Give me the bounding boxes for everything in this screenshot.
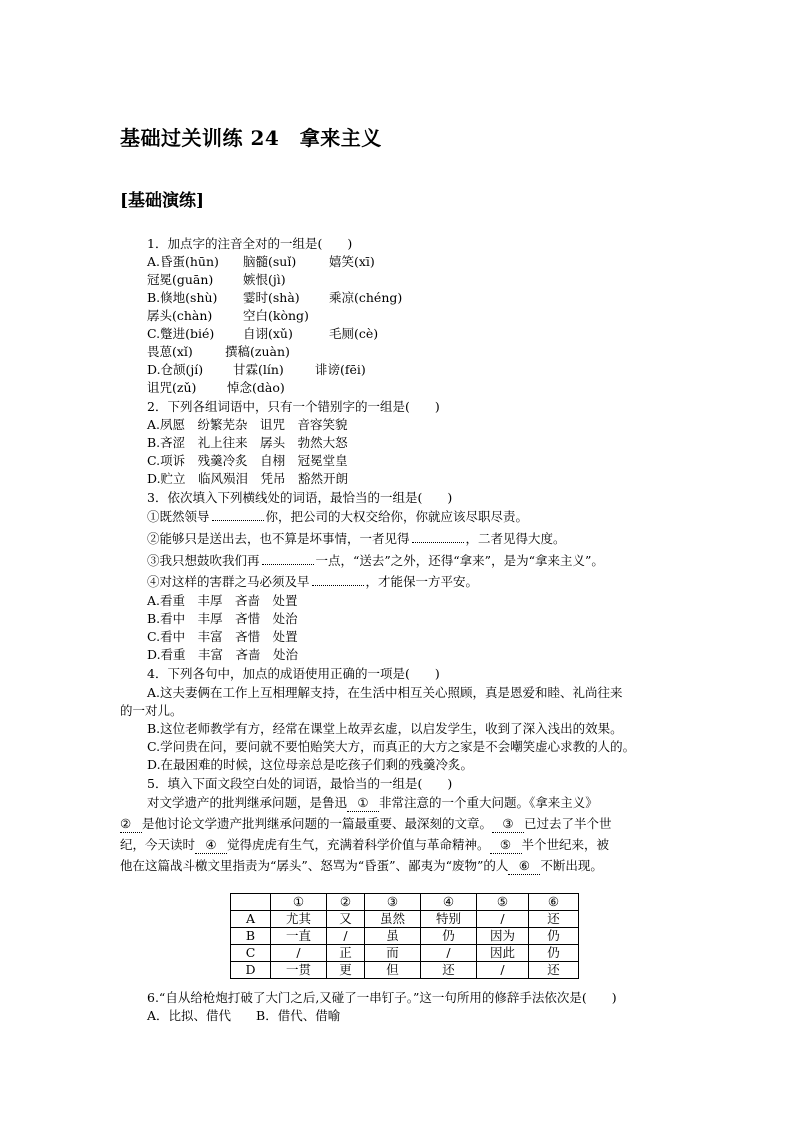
q5-passage-line4 bbox=[120, 858, 603, 875]
q3-s4-before: ④对这样的害群之马必须及早 bbox=[147, 574, 310, 589]
q6-stem: 6.“自从给枪炮打破了大门之后,又碰了一串钉子。”这一句所用的修辞手法依次是( ) bbox=[147, 990, 617, 1005]
fill-blank bbox=[212, 510, 264, 521]
q3-sentence-4 bbox=[147, 574, 478, 590]
q2-stem: 2．下列各组词语中，只有一个错别字的一组是( ) bbox=[147, 399, 440, 414]
q1-option-d-line1 bbox=[147, 362, 366, 378]
table-cell: 仍 bbox=[421, 928, 477, 945]
q5-passage-line1 bbox=[147, 795, 598, 812]
q1-option-d-line2 bbox=[147, 380, 285, 396]
table-cell: 而 bbox=[365, 945, 421, 962]
q3-sentence-1 bbox=[147, 509, 528, 525]
table-cell: / bbox=[271, 945, 327, 962]
q3-s2-after: ，二者见得大度。 bbox=[465, 531, 566, 546]
q5-blank-6: ⑥ bbox=[508, 858, 540, 875]
q4-option-b: B.这位老师教学有方，经常在课堂上故弄玄虚，以启发学生，收到了深入浅出的效果。 bbox=[147, 721, 623, 736]
table-cell: / bbox=[477, 962, 529, 979]
table-cell: ⑥ bbox=[529, 894, 579, 911]
table-cell: 因此 bbox=[477, 945, 529, 962]
q2-option-c: C.项诉 残羹冷炙 自栩 冠冕堂皇 bbox=[147, 453, 348, 468]
q3-s2-before: ②能够只是送出去，也不算是坏事情，一者见得 bbox=[147, 531, 410, 546]
q5-answer-table bbox=[230, 893, 579, 979]
q1-a-word1: A.昏蛋(hūn) bbox=[147, 254, 219, 269]
q1-d-word1: D.仓颉(jí) bbox=[147, 362, 204, 377]
q1-a-word5: 嫉恨(jì) bbox=[243, 272, 286, 287]
q5-text: 已过去了半个世 bbox=[524, 816, 612, 831]
section-heading: [基础演练] bbox=[120, 191, 205, 211]
table-cell: / bbox=[477, 911, 529, 928]
q3-s3-after: 一点，“送去”之外，还得“拿来”，是为“拿来主义”。 bbox=[315, 553, 604, 568]
q2-option-d: D.贮立 临风殒泪 凭吊 豁然开朗 bbox=[147, 471, 349, 486]
q3-s1-before: ①既然领导 bbox=[147, 509, 210, 524]
q1-a-word3: 嬉笑(xī) bbox=[329, 254, 375, 269]
q3-s3-before: ③我只想鼓吹我们再 bbox=[147, 553, 260, 568]
q4-option-c: C.学问贵在问，要问就不要怕贻笑大方，而真正的大方之家是不会嘲笑虚心求教的人的。 bbox=[147, 739, 636, 754]
q1-option-b-line1 bbox=[147, 290, 402, 306]
table-cell: ③ bbox=[365, 894, 421, 911]
q5-blank-2: ② bbox=[120, 816, 142, 833]
table-cell: 因为 bbox=[477, 928, 529, 945]
table-cell bbox=[231, 894, 271, 911]
table-cell: ④ bbox=[421, 894, 477, 911]
table-row bbox=[231, 928, 579, 945]
q1-c-word4: 畏葸(xǐ) bbox=[147, 344, 193, 359]
table-cell: A bbox=[231, 911, 271, 928]
table-row bbox=[231, 962, 579, 979]
q1-c-word5: 撰稿(zuàn) bbox=[225, 344, 290, 359]
q4-option-a-cont: 的一对儿。 bbox=[120, 703, 183, 718]
q1-c-word2: 自诩(xǔ) bbox=[243, 326, 293, 341]
table-cell: 仍 bbox=[529, 928, 579, 945]
table-cell: 还 bbox=[421, 962, 477, 979]
table-row bbox=[231, 911, 579, 928]
table-cell: 尤其 bbox=[271, 911, 327, 928]
q5-passage-line3 bbox=[120, 837, 609, 854]
table-cell: 虽然 bbox=[365, 911, 421, 928]
table-cell: B bbox=[231, 928, 271, 945]
q5-text: 不断出现。 bbox=[540, 858, 603, 873]
q1-b-word1: B.倏地(shù) bbox=[147, 290, 218, 305]
q3-option-d: D.看重 丰富 吝啬 处治 bbox=[147, 647, 299, 662]
q4-option-d: D.在最困难的时候，这位母亲总是吃孩子们剩的残羹冷炙。 bbox=[147, 757, 474, 772]
q5-stem: 5．填入下面文段空白处的词语，最恰当的一组是( ) bbox=[147, 776, 453, 791]
q5-text: 觉得虎虎有生气，充满着科学价值与革命精神。 bbox=[227, 837, 490, 852]
table-cell: 又 bbox=[327, 911, 365, 928]
q5-blank-1: ① bbox=[347, 795, 379, 812]
table-cell: D bbox=[231, 962, 271, 979]
table-cell: 更 bbox=[327, 962, 365, 979]
table-cell: / bbox=[421, 945, 477, 962]
fill-blank bbox=[412, 532, 464, 543]
table-cell: C bbox=[231, 945, 271, 962]
q2-option-a: A.夙愿 纷繁芜杂 诅咒 音容笑貌 bbox=[147, 417, 348, 432]
q2-option-b: B.吝涩 礼上往来 孱头 勃然大怒 bbox=[147, 435, 348, 450]
q1-d-word3: 诽谤(fēi) bbox=[315, 362, 366, 377]
q3-stem: 3．依次填入下列横线处的词语，最恰当的一组是( ) bbox=[147, 490, 453, 505]
page-title: 基础过关训练 24 拿来主义 bbox=[120, 126, 382, 150]
q5-blank-4: ④ bbox=[195, 837, 227, 854]
q3-sentence-3 bbox=[147, 553, 604, 569]
q1-d-word4: 诅咒(zǔ) bbox=[147, 380, 197, 395]
table-row bbox=[231, 945, 579, 962]
q5-text: 他在这篇战斗檄文里指责为“孱头”、怒骂为“昏蛋”、鄙夷为“废物”的人 bbox=[120, 858, 509, 873]
table-cell: 一直 bbox=[271, 928, 327, 945]
fill-blank bbox=[262, 554, 314, 565]
q1-option-c-line2 bbox=[147, 344, 290, 360]
q5-blank-5: ⑤ bbox=[490, 837, 522, 854]
q3-s1-after: 你，把公司的大权交给你，你就应该尽职尽责。 bbox=[265, 509, 529, 524]
table-cell: ⑤ bbox=[477, 894, 529, 911]
q1-b-word5: 空白(kòng) bbox=[243, 308, 309, 323]
q1-option-a-line1 bbox=[147, 254, 375, 270]
q5-passage-line2 bbox=[120, 816, 612, 833]
q1-option-a-line2 bbox=[147, 272, 286, 288]
table-cell: 还 bbox=[529, 911, 579, 928]
q6-options: A．比拟、借代 B．借代、借喻 bbox=[147, 1008, 341, 1023]
table-cell: 虽 bbox=[365, 928, 421, 945]
q4-option-a: A.这夫妻俩在工作上互相理解支持，在生活中相互关心照顾，真是恩爱和睦、礼尚往来 bbox=[147, 685, 623, 700]
table-cell: ① bbox=[271, 894, 327, 911]
q1-d-word2: 甘霖(lín) bbox=[233, 362, 284, 377]
q5-text: 纪，今天读时 bbox=[120, 837, 196, 852]
table-cell: / bbox=[327, 928, 365, 945]
q5-blank-3: ③ bbox=[492, 816, 524, 833]
table-cell: 还 bbox=[529, 962, 579, 979]
q1-stem: 1．加点字的注音全对的一组是( ) bbox=[147, 236, 353, 251]
table-cell: 特别 bbox=[421, 911, 477, 928]
q3-option-a: A.看重 丰厚 吝啬 处置 bbox=[147, 593, 298, 608]
q4-stem: 4．下列各句中，加点的成语使用正确的一项是( ) bbox=[147, 666, 440, 681]
table-cell: ② bbox=[327, 894, 365, 911]
fill-blank bbox=[312, 575, 364, 586]
table-cell: 仍 bbox=[529, 945, 579, 962]
q1-a-word4: 冠冕(guān) bbox=[147, 272, 214, 287]
q5-text: 半个世纪来，被 bbox=[521, 837, 610, 852]
q5-text: 非常注意的一个重大问题。《拿来主义》 bbox=[379, 795, 598, 810]
q1-d-word5: 悼念(dào) bbox=[227, 380, 285, 395]
q1-option-b-line2 bbox=[147, 308, 309, 324]
q5-text: 是他讨论文学遗产批判继承问题的一篇最重要、最深刻的文章。 bbox=[142, 816, 493, 831]
q1-c-word3: 毛厕(cè) bbox=[329, 326, 379, 341]
q1-c-word1: C.蹩进(bié) bbox=[147, 326, 215, 341]
table-cell: 一贯 bbox=[271, 962, 327, 979]
q1-a-word2: 脑髓(suǐ) bbox=[243, 254, 297, 269]
q1-option-c-line1 bbox=[147, 326, 378, 342]
q3-sentence-2 bbox=[147, 531, 566, 547]
table-header-row bbox=[231, 894, 579, 911]
q3-s4-after: ，才能保一方平安。 bbox=[365, 574, 479, 589]
q1-b-word3: 乘凉(chéng) bbox=[329, 290, 403, 305]
q1-b-word4: 孱头(chàn) bbox=[147, 308, 213, 323]
table-cell: 正 bbox=[327, 945, 365, 962]
table-cell: 但 bbox=[365, 962, 421, 979]
q3-option-b: B.看中 丰厚 吝惜 处治 bbox=[147, 611, 298, 626]
q3-option-c: C.看中 丰富 吝惜 处置 bbox=[147, 629, 298, 644]
q1-b-word2: 霎时(shà) bbox=[243, 290, 300, 305]
q5-text: 对文学遗产的批判继承问题，是鲁迅 bbox=[147, 795, 348, 810]
